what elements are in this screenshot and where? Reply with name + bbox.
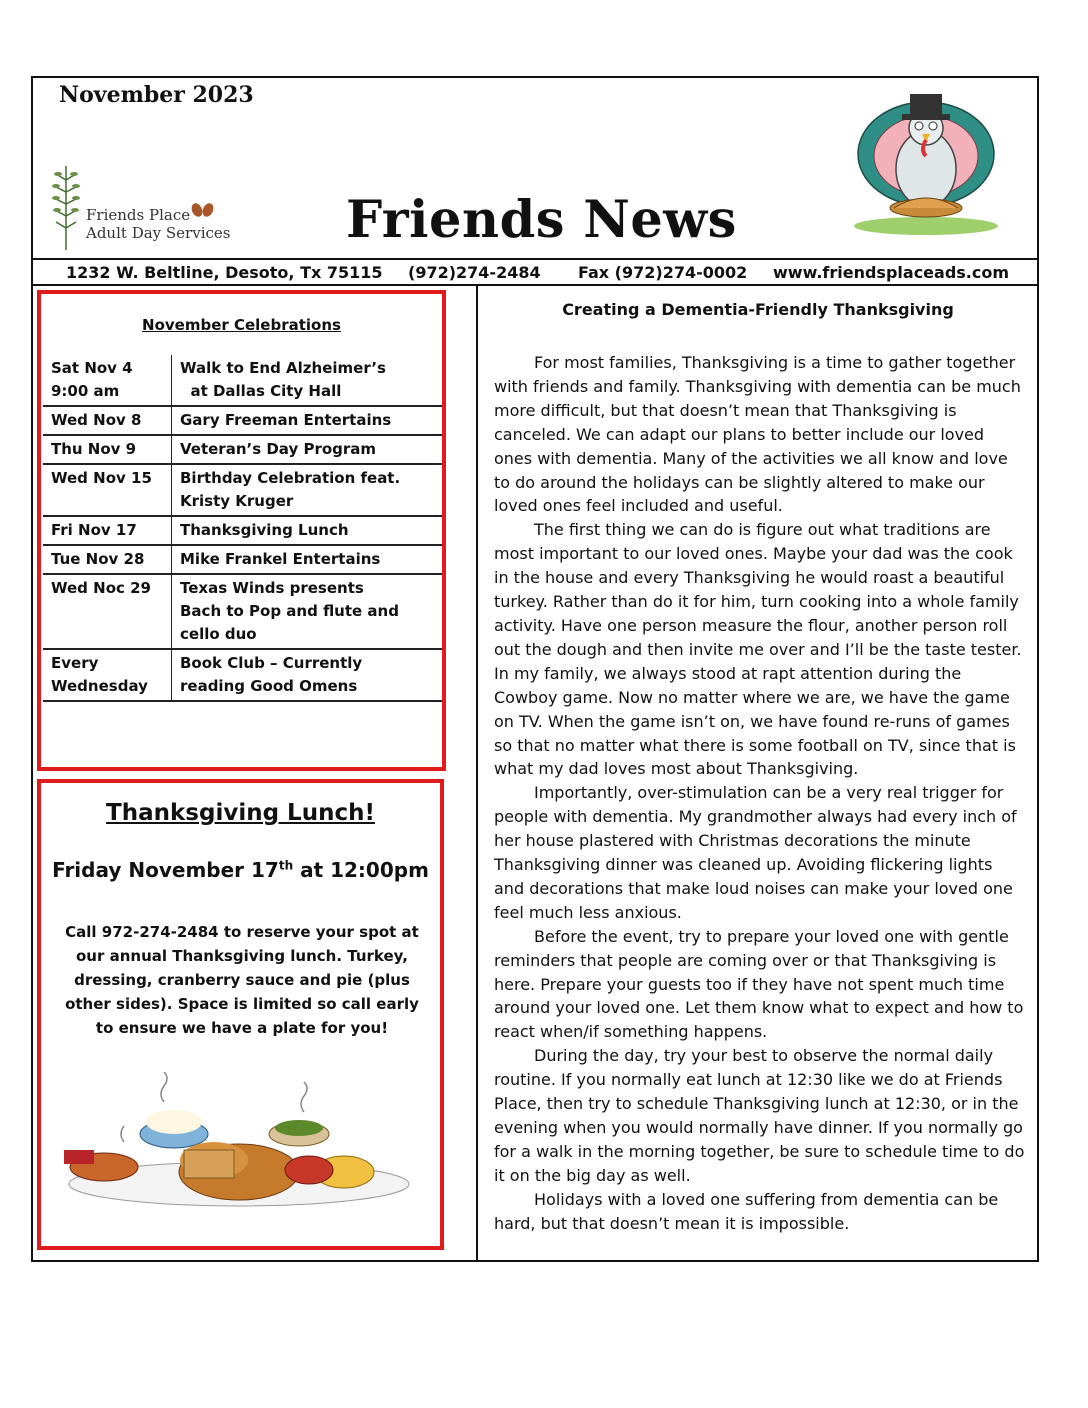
lunch-body: Call 972-274-2484 to reserve your spot at our annual Thanksgiving lunch. Turkey, dressing, cranberry sauce and pie (plus other sides). Space is limited so call early to ensure we have a plate for you! <box>65 923 419 1037</box>
celebration-row <box>43 649 442 701</box>
celebration-date: Every Wednesday <box>43 649 172 701</box>
pilgrim-turkey-illustration <box>850 84 1002 236</box>
celebration-row <box>43 574 442 649</box>
article-title: Creating a Dementia-Friendly Thanksgiving <box>562 300 954 319</box>
lunch-title: Thanksgiving Lunch! <box>106 800 375 826</box>
celebration-date: Fri Nov 17 <box>43 516 172 545</box>
celebration-event: Book Club – Currently reading Good Omens <box>172 649 443 701</box>
lunch-date: Friday November 17th at 12:00pm <box>52 858 429 882</box>
celebration-date: Wed Nov 8 <box>43 406 172 435</box>
column-divider <box>476 286 478 1262</box>
celebration-date: Thu Nov 9 <box>43 435 172 464</box>
celebration-event: Birthday Celebration feat. Kristy Kruger <box>172 464 443 516</box>
website-link[interactable]: www.friendsplaceads.com <box>773 262 1010 282</box>
article-paragraph: For most families, Thanksgiving is a time to gather together with friends and family. Thanksgiving with dementia can be much more difficult, but that doesn’t mean that Thanksgiving is canceled. We can adapt our plans to better include our loved ones with dementia. Many of the activities we all know and love to do around the holidays can be slightly altered to make our loved ones feel included and useful. <box>494 353 1021 516</box>
celebration-event: Thanksgiving Lunch <box>172 516 443 545</box>
phone-number: (972)274-2484 <box>408 262 541 282</box>
celebration-event: Walk to End Alzheimer’s at Dallas City Hall <box>172 355 443 406</box>
article-paragraph: During the day, try your best to observe the normal daily routine. If you normally eat lunch at 12:30 like we do at Friends Place, then try to schedule Thanksgiving lunch at 12:30, or in the evening when you would normally have dinner. If you normally go for a walk in the morning together, be sure to schedule time to do it on the big day as well. <box>494 1046 1025 1185</box>
celebration-date: Wed Nov 15 <box>43 464 172 516</box>
celebration-row <box>43 355 442 406</box>
article-body <box>494 351 1026 1236</box>
article-paragraph: Before the event, try to prepare your loved one with gentle reminders that people are coming over or that Thanksgiving is here. Prepare your guests too if they have not spent much time around your loved one. Let them know what to expect and how to react when/if something happens. <box>494 926 1024 1042</box>
article-paragraph: The first thing we can do is figure out what traditions are most important to our loved ones. Maybe your dad was the cook in the house and every Thanksgiving he would roast a beautiful turkey. Rather than do it for him, turn cooking into a whole family activity. Have one person measure the flour, another person roll out the dough and then invite me over and I’ll be the taste tester. In my family, we always stood at rapt attention during the Cowboy game. Now no matter where we are, we have the game on TV. When the game isn’t on, we have found re-runs of games so that no matter what there is some football on TV, since that is what my dad loves most about Thanksgiving. <box>494 520 1022 779</box>
newsletter-title: Friends News <box>346 190 737 250</box>
article-paragraph: Holidays with a loved one suffering from dementia can be hard, but that doesn’t mean it is impossible. <box>494 1189 999 1233</box>
celebration-row <box>43 406 442 435</box>
celebration-event: Mike Frankel Entertains <box>172 545 443 574</box>
celebration-row <box>43 435 442 464</box>
logo-text: Friends Place Adult Day Services <box>86 206 231 242</box>
article-paragraph: Importantly, over-stimulation can be a very real trigger for people with dementia. My grandmother always had every inch of her house plastered with Christmas decorations the minute Thanksgiving dinner was cleaned up. Avoiding flickering lights and decorations that make loud noises can make your loved one feel much less anxious. <box>494 783 1017 922</box>
celebrations-title: November Celebrations <box>142 316 341 334</box>
celebration-event: Veteran’s Day Program <box>172 435 443 464</box>
contact-bar <box>33 258 1037 286</box>
issue-date: November 2023 <box>59 82 254 108</box>
celebration-date: Sat Nov 4 9:00 am <box>43 355 172 406</box>
celebration-row <box>43 516 442 545</box>
celebration-date: Tue Nov 28 <box>43 545 172 574</box>
celebration-row <box>43 464 442 516</box>
celebration-row <box>43 545 442 574</box>
celebrations-table <box>43 355 442 702</box>
celebration-event: Gary Freeman Entertains <box>172 406 443 435</box>
celebration-event: Texas Winds presents Bach to Pop and flute and cello duo <box>172 574 443 649</box>
fax-number: Fax (972)274-0002 <box>578 262 748 282</box>
thanksgiving-food-illustration <box>64 1072 414 1212</box>
address: 1232 W. Beltline, Desoto, Tx 75115 <box>66 262 383 282</box>
celebration-date: Wed Noc 29 <box>43 574 172 649</box>
